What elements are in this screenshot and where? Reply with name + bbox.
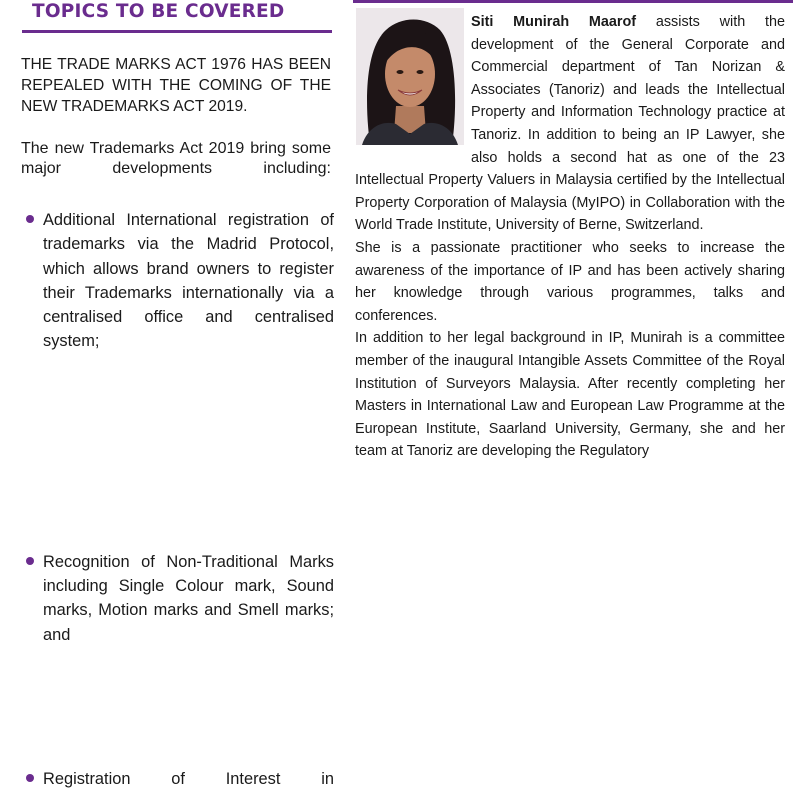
topics-column — [0, 0, 345, 788]
bullet-item — [22, 550, 334, 647]
topics-title: TOPICS TO BE COVERED — [32, 1, 285, 22]
bullet-item — [22, 208, 334, 354]
speaker-name: Siti Munirah Maarof — [471, 14, 637, 30]
bullet-item — [22, 767, 334, 791]
bio-paragraph-2: She is a passionate practitioner who seeks to increase the awareness of the importance of IP and has been actively sharing her knowledge through various programmes, talks and conferences. — [355, 239, 785, 324]
bullet-text: Additional International registration of trademarks via the Madrid Protocol, which allows brand owners to register their Trademarks internationally via a centralised office and centralised system; — [43, 211, 334, 351]
topics-intro: THE TRADE MARKS ACT 1976 HAS BEEN REPEALED WITH THE COMING OF THE NEW TRADEMARKS ACT 2019. — [21, 56, 331, 115]
photo-spacer — [355, 11, 471, 147]
topics-header — [22, 0, 332, 33]
bullet-text: Registration of Interest in — [43, 769, 334, 788]
speaker-bio — [355, 11, 785, 463]
header-rule — [353, 0, 793, 3]
topics-lead: The new Trademarks Act 2019 bring some major developments including: — [21, 140, 331, 177]
bio-paragraph-1-text: assists with the development of the General Corporate and Commercial department of Tan Norizan & Associates (Tanoriz) and leads the Intellectual Property and Information Technology practice at Tanoriz. In addition to being an IP Lawyer, she also holds a second hat as one of the 23 Intellectual Property Valuers in Malaysia certified by the Intellectual Property Corporation of Malaysia (MyIPO) in Collaboration with the World Trade Institute, University of Berne, Switzerland. — [355, 14, 785, 234]
bullet-text: Recognition of Non-Traditional Marks including Single Colour mark, Sound marks, Motion marks and Smell marks; and — [43, 552, 334, 644]
bullet-dot-icon — [26, 557, 34, 565]
topics-bullet-list — [22, 208, 334, 788]
bullet-dot-icon — [26, 774, 34, 782]
bio-paragraph-3: In addition to her legal background in IP, Munirah is a committee member of the inaugural Intangible Assets Committee of the Royal Institution of Surveyors Malaysia. After recently completing her Masters in International Law and European Law Programme at the European Institute, Saarland University, Germany, she and her team at Tanoriz are developing the Regulatory — [355, 330, 785, 460]
bullet-dot-icon — [26, 215, 34, 223]
